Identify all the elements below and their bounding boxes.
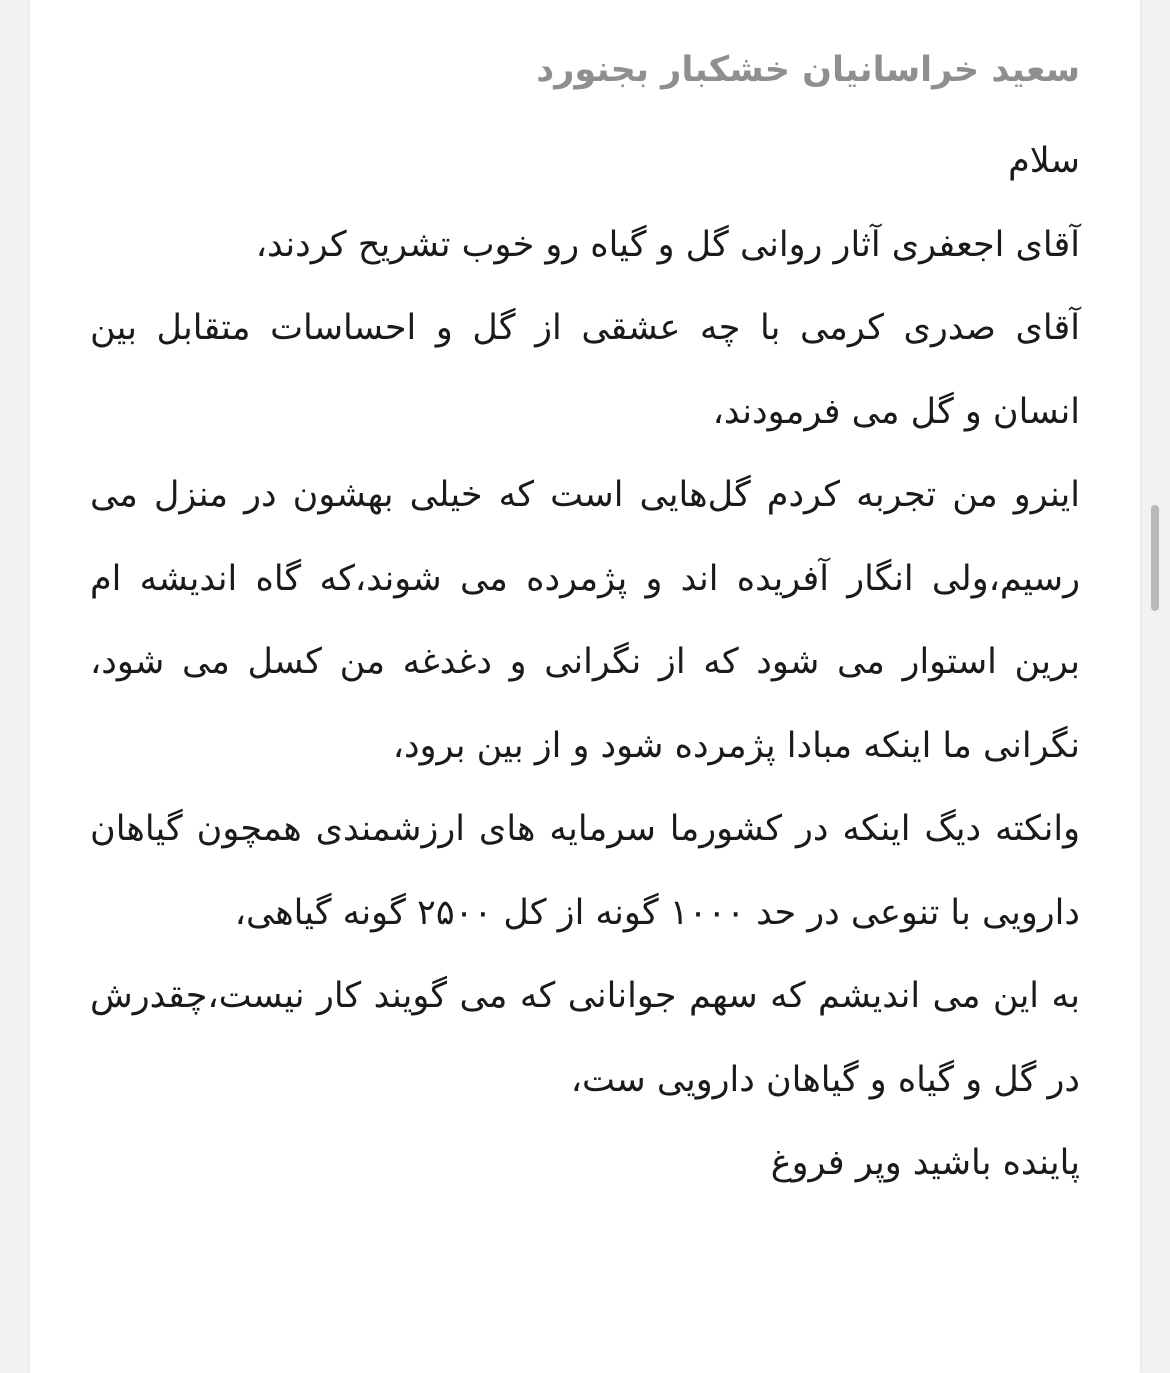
- comment-block: [90, 38, 1080, 1206]
- comment-paragraph: به این می اندیشم که سهم جوانانی که می گویند کار نیست،چقدرش در گل و گیاه و گیاهان دارویی ست،: [90, 976, 1080, 1100]
- comment-author: سعید خراسانیان خشکبار بجنورد: [536, 50, 1080, 90]
- comment-paragraph-closing: پاینده باشید وپر فروغ: [770, 1143, 1080, 1183]
- comment-body: [90, 120, 1080, 1206]
- comment-paragraph: اینرو من تجربه کردم گل‌هایی است که خیلی بهشون در منزل می رسیم،ولی انگار آفریده اند و پژمرده می شوند،که گاه اندیشه ام برین استوار می شود که از نگرانی و دغدغه من کسل می شود، نگرانی ما اینکه مبادا پژمرده شود و از بین برود،: [90, 475, 1080, 766]
- comment-paragraph: وانکته دیگ اینکه در کشورما سرمایه های ارزشمندی همچون گیاهان دارویی با تنوعی در حد ۱۰۰۰ گونه از کل ۲۵۰۰ گونه گیاهی،: [90, 809, 1080, 933]
- comment-paragraph-greeting: سلام: [1008, 141, 1080, 181]
- comment-page: [30, 0, 1140, 1373]
- comment-paragraph: آقای اجعفری آثار روانی گل و گیاه رو خوب تشریح کردند،: [255, 224, 1080, 265]
- comment-paragraph: آقای صدری کرمی با چه عشقی از گل و احساسات متقابل بین انسان و گل می فرمودند،: [90, 308, 1080, 432]
- scrollbar-thumb[interactable]: [1151, 505, 1159, 611]
